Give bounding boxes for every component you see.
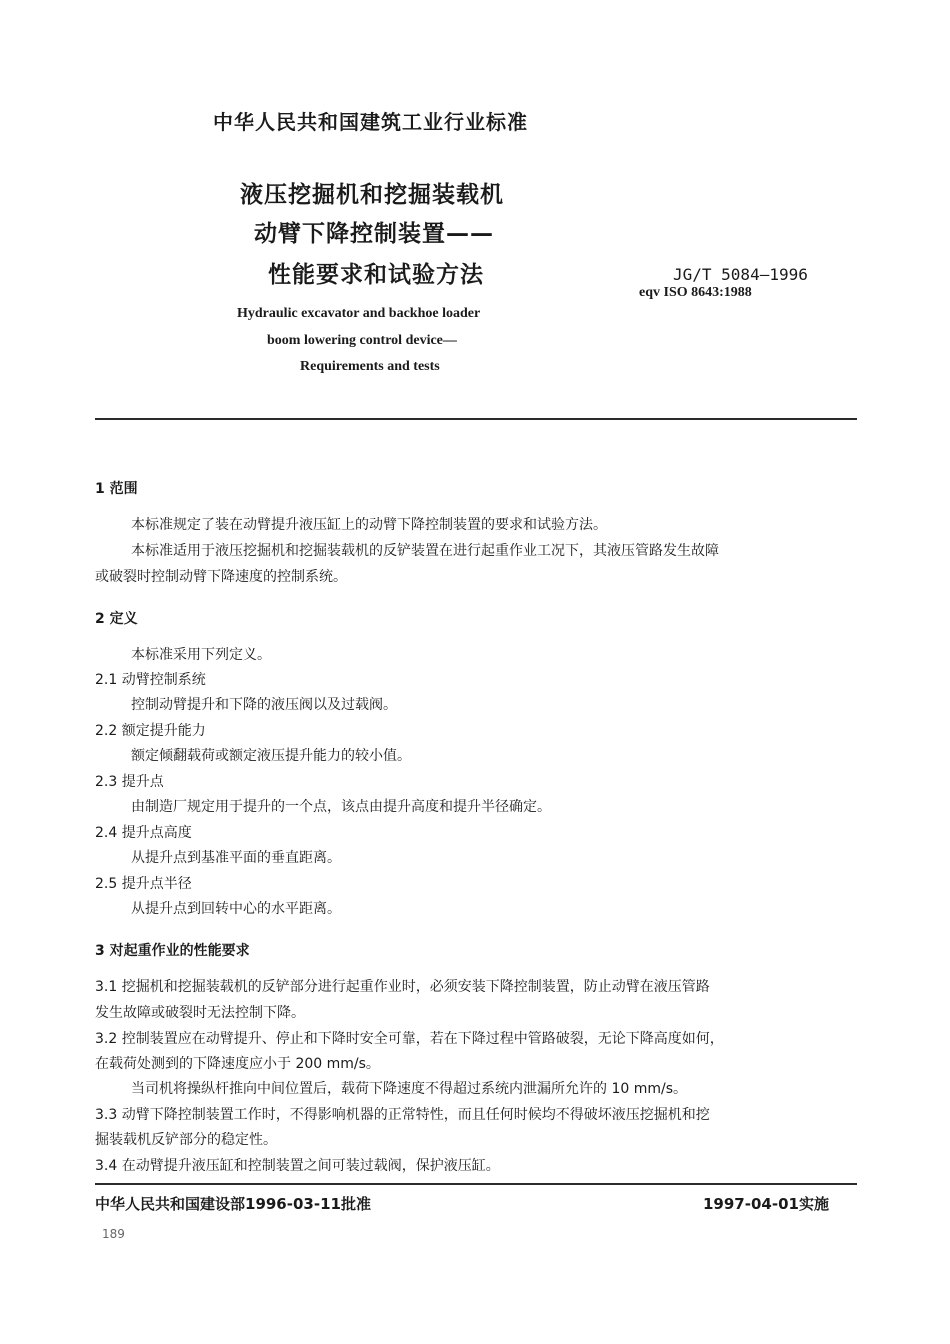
section-3-heading: 3 对起重作业的性能要求 — [95, 943, 250, 959]
standard-code: JG/T 5084—1996 — [673, 265, 808, 284]
definition-term-2-2: 2.2 额定提升能力 — [95, 723, 206, 739]
definition-text-2-1: 控制动臂提升和下降的液压阀以及过载阀。 — [131, 697, 397, 713]
definition-text-2-4: 从提升点到基准平面的垂直距离。 — [131, 850, 341, 866]
requirement-3-2-line-2: 在载荷处测到的下降速度应小于 200 mm/s。 — [95, 1056, 380, 1072]
definitions-intro: 本标准采用下列定义。 — [131, 647, 271, 663]
footer-divider — [95, 1183, 857, 1185]
requirement-3-1-line-1: 3.1 挖掘机和挖掘装载机的反铲部分进行起重作业时，必须安装下降控制装置，防止动臂在液压管路 — [95, 979, 710, 995]
scope-paragraph-2-line-2: 或破裂时控制动臂下降速度的控制系统。 — [95, 569, 347, 585]
scope-paragraph-1: 本标准规定了装在动臂提升液压缸上的动臂下降控制装置的要求和试验方法。 — [131, 517, 607, 533]
requirement-3-2-line-1: 3.2 控制装置应在动臂提升、停止和下降时安全可靠，若在下降过程中管路破裂，无论下降高度如何， — [95, 1031, 724, 1047]
approval-date: 中华人民共和国建设部1996-03-11批准 — [95, 1195, 371, 1213]
english-title-line-3: Requirements and tests — [300, 359, 440, 374]
equivalent-standard: eqv ISO 8643:1988 — [639, 285, 752, 300]
organization-title: 中华人民共和国建筑工业行业标准 — [213, 110, 528, 134]
english-title-line-2: boom lowering control device— — [267, 333, 457, 348]
document-title-line-3: 性能要求和试验方法 — [268, 262, 484, 288]
implementation-date: 1997-04-01实施 — [703, 1195, 829, 1213]
requirement-3-3-line-2: 掘装载机反铲部分的稳定性。 — [95, 1132, 277, 1148]
definition-term-2-5: 2.5 提升点半径 — [95, 876, 192, 892]
document-title-line-2: 动臂下降控制装置—— — [254, 221, 494, 247]
section-2-heading: 2 定义 — [95, 611, 138, 627]
requirement-3-4: 3.4 在动臂提升液压缸和控制装置之间可装过载阀，保护液压缸。 — [95, 1158, 500, 1174]
scope-paragraph-2-line-1: 本标准适用于液压挖掘机和挖掘装载机的反铲装置在进行起重作业工况下，其液压管路发生故障 — [131, 543, 719, 559]
header-divider — [95, 418, 857, 420]
requirement-3-2-line-3: 当司机将操纵杆推向中间位置后，载荷下降速度不得超过系统内泄漏所允许的 10 mm/s。 — [131, 1081, 687, 1097]
page-number: 189 — [102, 1227, 125, 1241]
definition-text-2-5: 从提升点到回转中心的水平距离。 — [131, 901, 341, 917]
definition-text-2-3: 由制造厂规定用于提升的一个点，该点由提升高度和提升半径确定。 — [131, 799, 551, 815]
definition-term-2-3: 2.3 提升点 — [95, 774, 164, 790]
definition-text-2-2: 额定倾翻载荷或额定液压提升能力的较小值。 — [131, 748, 411, 764]
definition-term-2-4: 2.4 提升点高度 — [95, 825, 192, 841]
document-title-line-1: 液压挖掘机和挖掘装载机 — [240, 182, 504, 208]
requirement-3-3-line-1: 3.3 动臂下降控制装置工作时，不得影响机器的正常特性，而且任何时候均不得破坏液压挖掘机和挖 — [95, 1107, 710, 1123]
requirement-3-1-line-2: 发生故障或破裂时无法控制下降。 — [95, 1005, 305, 1021]
section-1-heading: 1 范围 — [95, 481, 138, 497]
english-title-line-1: Hydraulic excavator and backhoe loader — [237, 306, 481, 321]
definition-term-2-1: 2.1 动臂控制系统 — [95, 672, 206, 688]
